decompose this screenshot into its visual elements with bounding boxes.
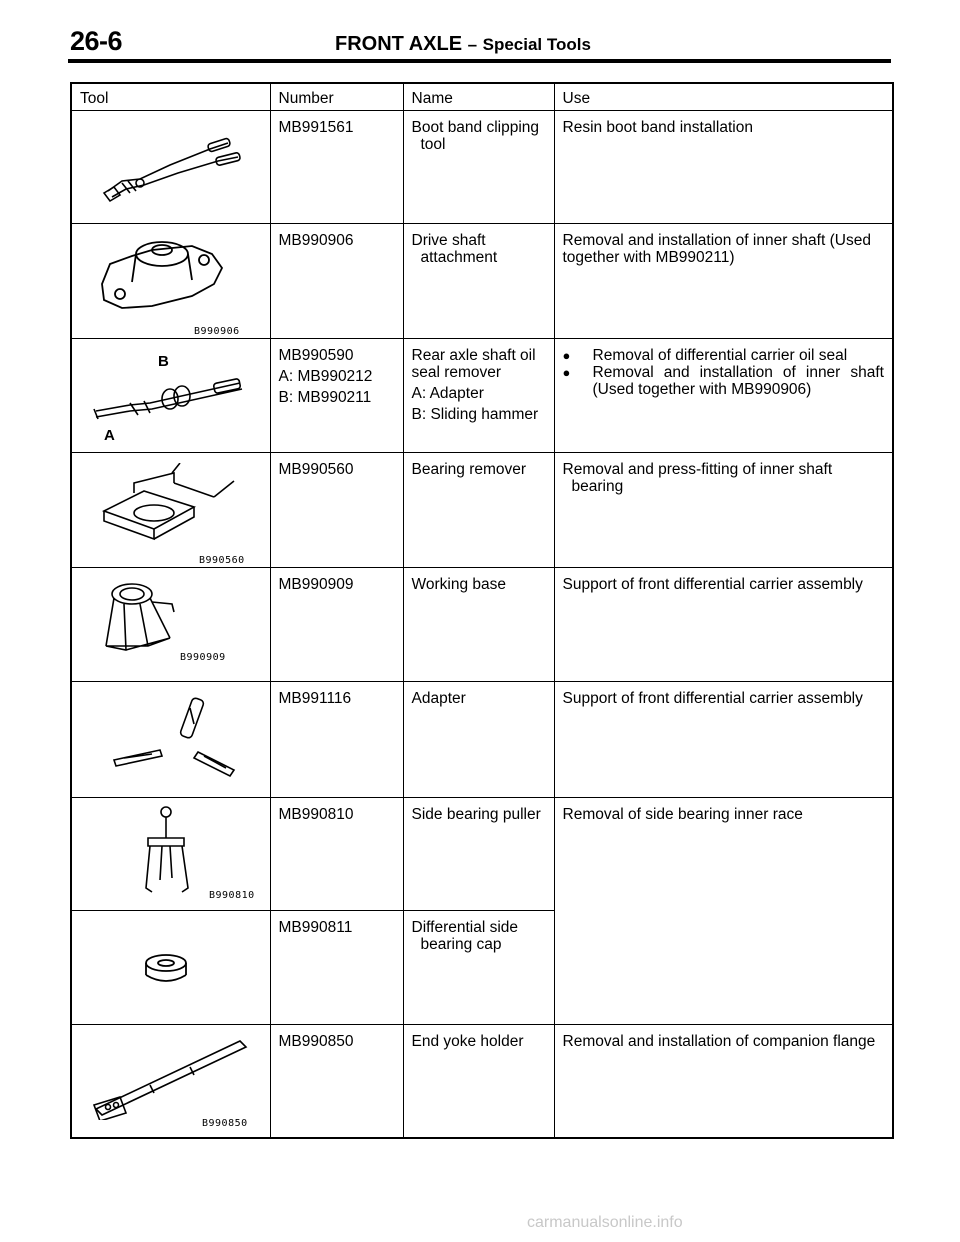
tool-image-cell [71,453,270,568]
tool-name: Bearing remover [411,461,527,478]
name-cell [403,1025,554,1138]
tool-number: MB990906 [278,232,354,249]
section-title: FRONT AXLE [335,33,463,55]
use-bullet: ● Removal and installation of inner shaft (Used together with MB990906) [563,364,885,398]
image-caption: B990850 [202,1118,248,1129]
name-cell [403,453,554,568]
title-dash: – [467,35,478,54]
number-cell [270,339,403,453]
tool-name-cont: tool [420,136,446,153]
drive-shaft-attachment-image [92,234,242,324]
number-cell [270,224,403,339]
table-row [71,339,893,453]
col-header-tool: Tool [71,83,270,111]
number-cell [270,111,403,224]
name-cell [403,568,554,682]
number-cell [270,682,403,798]
use-cell [554,1025,893,1138]
special-tools-table [70,82,894,1139]
tool-number-a: A: MB990212 [278,368,373,385]
number-cell [270,1025,403,1138]
side-bearing-puller-image [138,804,198,899]
use-cell [554,798,893,1025]
name-cell [403,682,554,798]
tool-name-cont: attachment [420,249,498,266]
tool-name-cont: bearing cap [420,936,502,953]
bearing-cap-image [142,951,192,991]
image-caption: B990909 [180,652,226,663]
page-title [335,33,591,56]
table-row [71,453,893,568]
tool-name: Side bearing puller [411,806,541,823]
name-cell [403,111,554,224]
tool-use: Removal and installation of companion flange [562,1033,876,1050]
number-cell [270,453,403,568]
tool-use: Removal and press-fitting of inner shaft [562,461,833,478]
image-caption: B990906 [194,326,240,337]
tool-name: End yoke holder [411,1033,524,1050]
use-cell [554,339,893,453]
tool-use-cont: bearing [571,478,624,495]
table-row [71,798,893,911]
use-bullet-list [563,347,885,398]
number-cell [270,911,403,1025]
use-cell [554,682,893,798]
name-cell [403,798,554,911]
tool-number: MB990810 [278,806,354,823]
image-caption: B990810 [209,890,255,901]
tool-name: Working base [411,576,506,593]
tool-number: MB991116 [278,690,352,707]
tool-image-cell [71,1025,270,1138]
table-row [71,1025,893,1138]
table-row [71,224,893,339]
table-row [71,568,893,682]
use-cell [554,568,893,682]
tool-image-cell [71,911,270,1025]
tool-number: MB990909 [278,576,354,593]
name-cell [403,224,554,339]
label-b: B [158,353,169,370]
tool-name: Rear axle shaft oil [411,347,536,364]
tool-use: Removal of side bearing inner race [562,806,803,823]
col-header-use: Use [554,83,893,111]
boot-band-clipping-tool-image [100,133,250,208]
number-cell [270,568,403,682]
table-header-row [71,83,893,111]
tool-image-cell [71,339,270,453]
use-cell [554,453,893,568]
table-row [71,682,893,798]
tool-number: MB990590 [278,347,354,364]
tool-use: Removal and installation of inner shaft (Used [562,232,871,249]
tool-name: Boot band clipping [411,119,540,136]
tool-image-cell [71,224,270,339]
subsection-title: Special Tools [482,35,591,54]
use-cell [554,224,893,339]
tool-image-cell [71,111,270,224]
col-header-number: Number [270,83,403,111]
col-header-name: Name [403,83,554,111]
tool-use: Resin boot band installation [562,119,753,136]
name-cell [403,911,554,1025]
table-row [71,111,893,224]
tool-use-cont: together with MB990211) [562,249,735,266]
tool-name: Drive shaft [411,232,486,249]
tool-use: Support of front differential carrier assembly [562,576,863,593]
tool-image-cell [71,798,270,911]
tool-image-cell [71,682,270,798]
use-cell [554,111,893,224]
image-caption: B990560 [199,555,245,566]
label-a: A [104,427,115,444]
watermark-footer: carmanualsonline.info [527,1214,683,1231]
tool-number: MB990811 [278,919,353,936]
use-bullet: ● Removal of differential carrier oil seal [563,347,885,364]
tool-name-cont: seal remover [411,364,502,381]
tool-name-b: B: Sliding hammer [411,406,539,423]
tool-number: MB990850 [278,1033,354,1050]
number-cell [270,798,403,911]
tool-number: MB991561 [278,119,354,136]
adapter-image [110,694,245,784]
bearing-remover-image [94,463,254,553]
tool-number-b: B: MB990211 [278,389,372,406]
tool-number: MB990560 [278,461,354,478]
name-cell [403,339,554,453]
end-yoke-holder-image [90,1035,255,1120]
tool-name: Differential side [411,919,519,936]
page-number: 26-6 [70,26,123,56]
tool-name: Adapter [411,690,466,707]
tool-use: Support of front differential carrier assembly [562,690,863,707]
tool-image-cell [71,568,270,682]
oil-seal-remover-image [90,359,255,429]
tool-name-a: A: Adapter [411,385,484,402]
header-rule [68,59,891,63]
